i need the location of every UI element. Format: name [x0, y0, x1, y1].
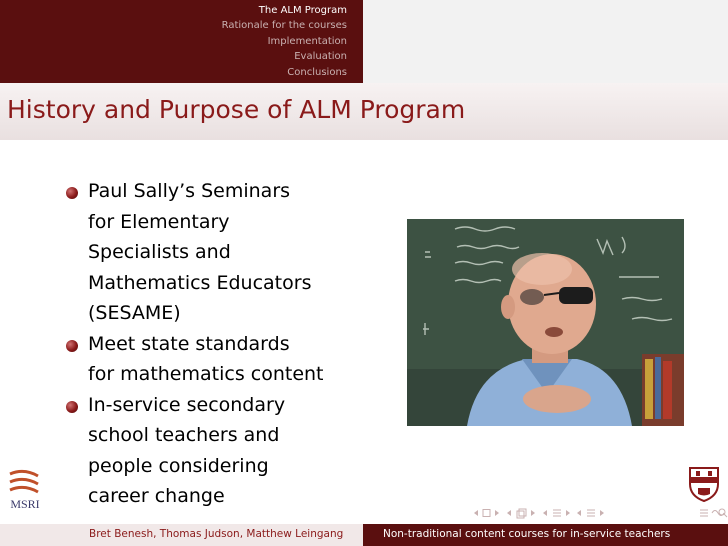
beamer-navigation — [470, 505, 728, 519]
section-nav — [0, 0, 363, 83]
nav-next-section-icon[interactable] — [577, 510, 604, 516]
bullet-item — [64, 329, 394, 390]
nav-menu-icon[interactable] — [700, 510, 708, 516]
nav-prev-subsection-icon[interactable] — [507, 509, 535, 518]
footer — [0, 524, 728, 546]
photo-of-man-at-chalkboard — [407, 219, 684, 426]
nav-prev-frame-icon[interactable] — [474, 510, 499, 517]
nav-search-icon[interactable] — [712, 509, 727, 517]
bullet-ball-icon — [66, 187, 78, 199]
nav-section-evaluation[interactable]: Evaluation — [294, 51, 347, 63]
nav-section-alm-program[interactable]: The ALM Program — [258, 5, 347, 16]
nav-section-rationale[interactable]: Rationale for the courses — [221, 20, 347, 32]
bullet-ball-icon — [66, 340, 78, 352]
bullet-item — [64, 176, 394, 329]
bullet-text: In-service secondary school teachers and people considering career change — [88, 393, 286, 507]
nav-prev-section-icon[interactable] — [543, 510, 570, 516]
bullet-ball-icon — [66, 401, 78, 413]
nav-section-implementation[interactable]: Implementation — [267, 35, 347, 47]
msri-logo — [4, 466, 46, 512]
title-bar — [0, 83, 728, 140]
bullet-text: Meet state standards for mathematics content — [88, 332, 324, 385]
bullet-text: Paul Sally’s Seminars for Elementary Specialists and Mathematics Educators (SESAME) — [88, 180, 312, 324]
footer-authors: Bret Benesh, Thomas Judson, Matthew Leingang — [0, 524, 363, 546]
slide-title: History and Purpose of ALM Program — [7, 95, 466, 124]
nav-section-conclusions[interactable]: Conclusions — [287, 66, 347, 78]
footer-short-title: Non-traditional content courses for in-service teachers — [363, 524, 728, 546]
header-right-panel — [363, 0, 728, 83]
university-shield-icon — [688, 466, 720, 502]
svg-text:MSRI: MSRI — [10, 497, 40, 511]
bullet-list — [64, 176, 394, 512]
bullet-item — [64, 390, 394, 512]
header-navigation — [0, 0, 728, 83]
